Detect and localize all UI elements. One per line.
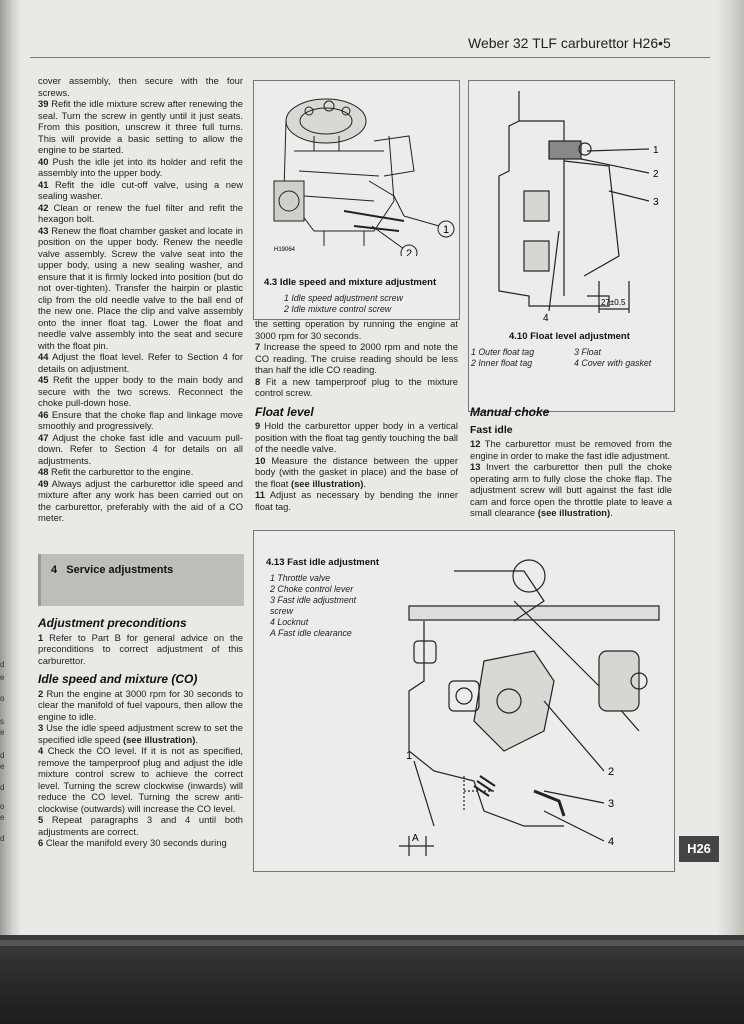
heading-adjustment-preconditions: Adjustment preconditions xyxy=(38,616,187,630)
callout-a: A xyxy=(412,833,419,844)
fast-idle-illustration xyxy=(394,541,664,866)
paragraph-7: 7 Increase the speed to 2000 rpm and note the CO reading. The cruise reading should be less than half the idle CO reading. xyxy=(255,341,458,375)
figure-caption: 4.3 Idle speed and mixture adjustment xyxy=(264,277,437,288)
paragraph-3: 3 Use the idle speed adjustment screw to set the specified idle speed (see illustration). xyxy=(38,722,243,745)
callout-1: 1 xyxy=(406,750,413,762)
callout-4: 4 xyxy=(608,836,615,848)
heading-idle-speed: Idle speed and mixture (CO) xyxy=(38,672,198,686)
scan-edge xyxy=(0,940,744,946)
paragraph-49: 49 Always adjust the carburettor idle speed and mixture after any work has been carried out on the carburettor, preferably with the aid of a CO meter. xyxy=(38,477,243,523)
heading-manual-choke: Manual choke xyxy=(470,405,550,419)
paragraph: cover assembly, then secure with the four screws. xyxy=(38,75,243,98)
figure-caption: 4.10 Float level adjustment xyxy=(509,331,630,342)
paragraph: the setting operation by running the engine at 3000 rpm for 30 seconds. xyxy=(255,318,458,341)
float-level-illustration xyxy=(469,81,674,326)
paragraph-48: 48 Refit the carburettor to the engine. xyxy=(38,466,194,477)
figure-code: H19064 xyxy=(274,247,296,253)
carburettor-illustration xyxy=(254,81,459,256)
callout-1: 1 xyxy=(653,145,659,156)
header-rule xyxy=(30,57,710,58)
paragraph-1: 1 Refer to Part B for general advice on the preconditions to correct adjustment of this carburettor. xyxy=(38,631,243,666)
paragraph-11: 11 Adjust as necessary by bending the inner float tag. xyxy=(255,489,458,512)
callout-1: 1 xyxy=(443,224,450,236)
callout-2: 2 xyxy=(653,169,659,180)
heading-float-level: Float level xyxy=(255,404,314,419)
paragraph-5: 5 Repeat paragraphs 3 and 4 until both adjustments are correct. xyxy=(38,814,243,837)
paragraph-44: 44 Adjust the float level. Refer to Section 4 for details on adjustment. xyxy=(38,351,243,374)
paragraph-39: 39 Refit the idle mixture screw after renewing the seal. Turn the screw in gently until it just seats. From this position, unscrew it three full turns. This will provide a basic setting to allow the engine to be started. xyxy=(38,98,243,155)
paragraph-10: 10 Measure the distance between the upper body (with the gasket in place) and the base of the float (see illustration). xyxy=(255,454,458,489)
callout-3: 3 xyxy=(608,798,615,810)
column-left-lower xyxy=(38,618,243,849)
paragraph-13: 13 Invert the carburettor then pull the choke operating arm to fully close the choke flap. The adjustment screw will butt against the fast idle cam and force open the throttle plate to leave a small clearance (see illustration). xyxy=(470,461,672,518)
scan-background xyxy=(0,935,744,1024)
figure-caption: 4.13 Fast idle adjustment xyxy=(266,557,379,568)
paragraph-2: 2 Run the engine at 3000 rpm for 30 seconds to clear the manifold of fuel vapours, then allow the engine to idle. xyxy=(38,687,243,722)
paragraph-40: 40 Push the idle jet into its holder and refit the assembly into the upper body. xyxy=(38,155,243,178)
figure-4-13 xyxy=(253,530,675,872)
figure-4-3 xyxy=(253,80,460,320)
bleed-letters: d e o s e d e d o e d xyxy=(0,660,5,843)
column-right xyxy=(470,407,672,519)
paragraph-47: 47 Adjust the choke fast idle and vacuum pull-down. Refer to Section 4 for details on all adjustments. xyxy=(38,431,243,466)
callout-2: 2 xyxy=(608,766,615,778)
dimension-label: 27±0.5 xyxy=(601,298,626,307)
heading-fast-idle: Fast idle xyxy=(470,423,513,436)
running-header: Weber 32 TLF carburettor H26•5 xyxy=(468,35,671,51)
paragraph-9: 9 Hold the carburettor upper body in a vertical position with the float tag gently touching the ball of the needle valve. xyxy=(255,420,458,454)
figure-legend-left: 1 Outer float tag 2 Inner float tag xyxy=(471,347,535,368)
page-edge-shadow xyxy=(716,0,744,945)
paragraph-41: 41 Refit the idle cut-off valve, using a new sealing washer. xyxy=(38,178,243,201)
callout-2: 2 xyxy=(406,248,413,256)
callout-4: 4 xyxy=(543,313,549,324)
paragraph-42: 42 Clean or renew the fuel filter and refit the hexagon bolt. xyxy=(38,201,243,224)
paragraph-4: 4 Check the CO level. If it is not as specified, remove the tamperproof plug and adjust the idle mixture control screw to achieve the correct level. Turning the screw clockwise (inwards) will reduce the CO level. Turning the screw anti-clockwise (outwards) will increase the CO level. xyxy=(38,745,244,814)
paragraph-46: 46 Ensure that the choke flap and linkage move smoothly and progressively. xyxy=(38,408,244,431)
column-left xyxy=(38,75,243,524)
paragraph-12: 12 The carburettor must be removed from the engine in order to make the fast idle adjustment. xyxy=(470,438,672,461)
paragraph-6: 6 Clear the manifold every 30 seconds during xyxy=(38,837,227,848)
figure-legend: 1 Idle speed adjustment screw 2 Idle mixture control screw xyxy=(284,293,403,314)
column-middle xyxy=(255,318,458,512)
figure-legend: 1 Throttle valve 2 Choke control lever 3 Fast idle adjustment screw 4 Locknut A Fast idle clearance xyxy=(270,573,357,638)
paragraph-45: 45 Refit the upper body to the main body and secure with the two screws. Reconnect the choke pull-down hose. xyxy=(38,374,243,408)
section-tab: H26 xyxy=(679,836,719,862)
callout-3: 3 xyxy=(653,197,659,208)
paragraph-43: 43 Renew the float chamber gasket and locate in position on the upper body. Renew the needle valve assembly. Screw the valve seat into the upper body, using a new sealing washer, and ensure that it is firmly locked into position (but do not over-tighten). Transfer the hairpin or plastic clip from the old needle valve to the ball end of the new one. Place the clip and valve assembly onto the inner float tag. Lower the float and needle valve assembly into the seat and secure with the float pin. xyxy=(38,224,243,351)
section-heading-box xyxy=(38,554,244,606)
section-title: 4 Service adjustments xyxy=(51,564,174,576)
paragraph-8: 8 Fit a new tamperproof plug to the mixture control screw. xyxy=(255,375,458,398)
figure-legend-right: 3 Float 4 Cover with gasket xyxy=(574,347,652,368)
figure-4-10 xyxy=(468,80,675,412)
